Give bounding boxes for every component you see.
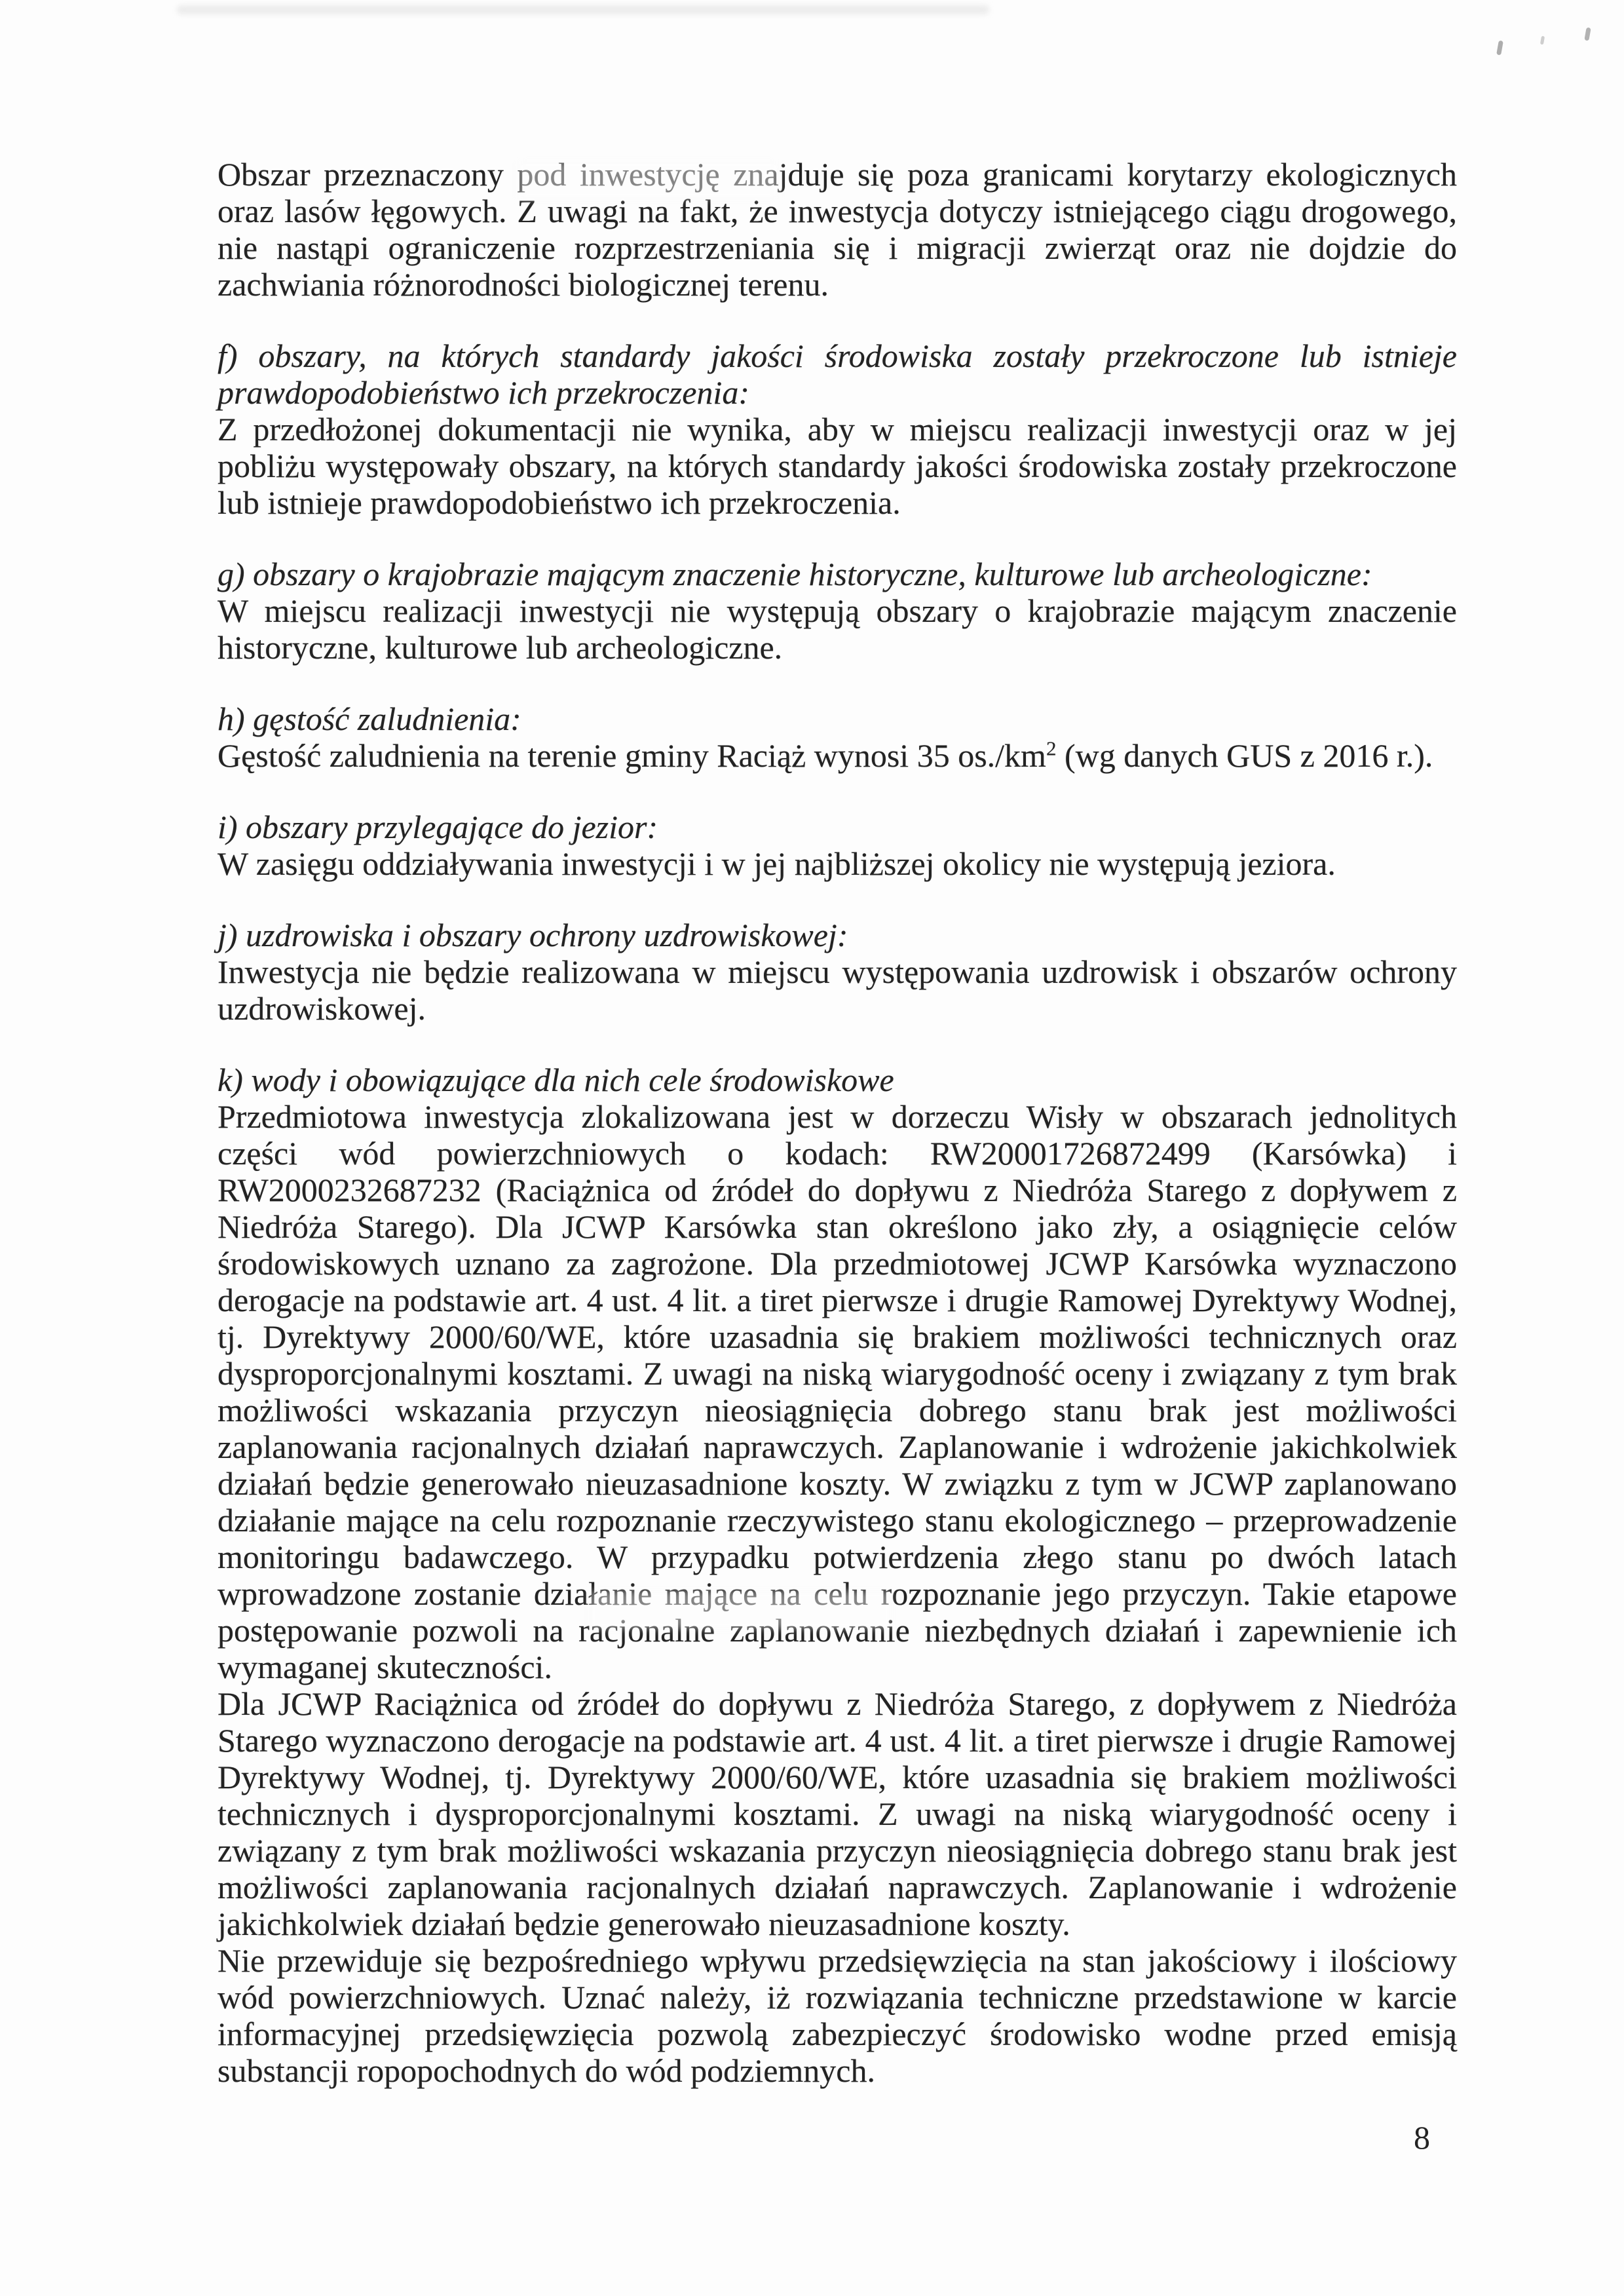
section-j-heading: j) uzdrowiska i obszary ochrony uzdrowiskowej: (217, 917, 848, 953)
scan-speck-artifact (1584, 28, 1591, 41)
section-j-body: Inwestycja nie będzie realizowana w miejscu występowania uzdrowisk i obszarów ochrony uzdrowiskowej. (217, 953, 1457, 1027)
squared-superscript: 2 (1046, 737, 1057, 760)
section-h (217, 700, 1457, 774)
section-f-body: Z przedłożonej dokumentacji nie wynika, aby w miejscu realizacji inwestycji oraz w jej pobliżu występowały obszary, na których standardy jakości środowiska zostały przekroczone lub istnieje prawdopodobieństwo ich przekroczenia. (217, 411, 1457, 521)
document-text-block (217, 156, 1457, 2089)
section-i (217, 809, 1457, 882)
section-f (217, 337, 1457, 521)
section-k-heading: k) wody i obowiązujące dla nich cele środowiskowe (217, 1062, 894, 1098)
section-i-heading: i) obszary przylegające do jezior: (217, 809, 658, 845)
section-g (217, 556, 1457, 666)
section-k-body-paragraph: Nie przewiduje się bezpośredniego wpływu przedsięwzięcia na stan jakościowy i ilościowy wód powierzchniowych. Uznać należy, iż rozwiązania techniczne przedstawione w karcie informacyjnej przedsięwzięcia pozwolą zabezpieczyć środowisko wodne przed emisją substancji ropopochodnych do wód podziemnych. (217, 1942, 1457, 2089)
scan-speck-artifact (1540, 36, 1545, 45)
scan-smudge-artifact (177, 5, 989, 14)
section-i-body: W zasięgu oddziaływania inwestycji i w jej najbliższej okolicy nie występują jeziora. (217, 845, 1336, 882)
section-k-body-paragraph: Przedmiotowa inwestycja zlokalizowana jest w dorzeczu Wisły w obszarach jednolitych części wód powierzchniowych o kodach: RW20001726872499 (Karsówka) i RW2000232687232 (Raciążnica od źródeł do dopływu z Niedróża Starego z dopływem z Niedróża Starego). Dla JCWP Karsówka stan określono jako zły, a osiągnięcie celów środowiskowych uznano za zagrożone. Dla przedmiotowej JCWP Karsówka wyznaczono derogacje na podstawie art. 4 ust. 4 lit. a tiret pierwsze i drugie Ramowej Dyrektywy Wodnej, tj. Dyrektywy 2000/60/WE, które uzasadnia się brakiem możliwości technicznych oraz dysproporcjonalnymi kosztami. Z uwagi na niską wiarygodność oceny i związany z tym brak możliwości wskazania przyczyn nieosiągnięcia dobrego stanu brak jest możliwości zaplanowania racjonalnych działań naprawczych. Zaplanowanie i wdrożenie jakichkolwiek działań będzie generowało nieuzasadnione koszty. W związku z tym w JCWP zaplanowano działanie mające na celu rozpoznanie rzeczywistego stanu ekologicznego – przeprowadzenie monitoringu badawczego. W przypadku potwierdzenia złego stanu po dwóch latach wprowadzone zostanie działanie mające na celu rozpoznanie jego przyczyn. Takie etapowe postępowanie pozwoli na racjonalne zaplanowanie niezbędnych działań i zapewnienie ich wymaganej skuteczności. (217, 1098, 1457, 1685)
section-k (217, 1062, 1457, 2089)
section-g-heading: g) obszary o krajobrazie mającym znaczenie historyczne, kulturowe lub archeologiczne: (217, 556, 1372, 592)
page-number: 8 (1414, 2119, 1430, 2156)
section-k-body-paragraph: Dla JCWP Raciążnica od źródeł do dopływu z Niedróża Starego, z dopływem z Niedróża Starego wyznaczono derogacje na podstawie art. 4 ust. 4 lit. a tiret pierwsze i drugie Ramowej Dyrektywy Wodnej, tj. Dyrektywy 2000/60/WE, które uzasadnia się brakiem możliwości technicznych i dysproporcjonalnymi kosztami. Z uwagi na niską wiarygodność oceny i związany z tym brak możliwości wskazania przyczyn nieosiągnięcia dobrego stanu brak jest możliwości zaplanowania racjonalnych działań naprawczych. Zaplanowanie i wdrożenie jakichkolwiek działań będzie generowało nieuzasadnione koszty. (217, 1685, 1457, 1942)
section-j (217, 917, 1457, 1027)
section-g-body: W miejscu realizacji inwestycji nie występują obszary o krajobrazie mającym znaczenie historyczne, kulturowe lub archeologiczne. (217, 592, 1457, 666)
population-density-source: (wg danych GUS z 2016 r.). (1056, 737, 1433, 774)
section-f-heading: f) obszary, na których standardy jakości środowiska zostały przekroczone lub istnieje prawdopodobieństwo ich przekroczenia: (217, 337, 1457, 411)
section-h-heading: h) gęstość zaludnienia: (217, 700, 521, 737)
population-density-text: Gęstość zaludnienia na terenie gminy Raciąż wynosi 35 os./km (217, 737, 1046, 774)
intro-paragraph: Obszar przeznaczony pod inwestycję znajduje się poza granicami korytarzy ekologicznych oraz lasów łęgowych. Z uwagi na fakt, że inwestycja dotyczy istniejącego ciągu drogowego, nie nastąpi ograniczenie rozprzestrzeniania się i migracji zwierząt oraz nie dojdzie do zachwiania różnorodności biologicznej terenu. (217, 156, 1457, 303)
scan-speck-artifact (1496, 41, 1503, 56)
section-h-body (217, 737, 1457, 774)
